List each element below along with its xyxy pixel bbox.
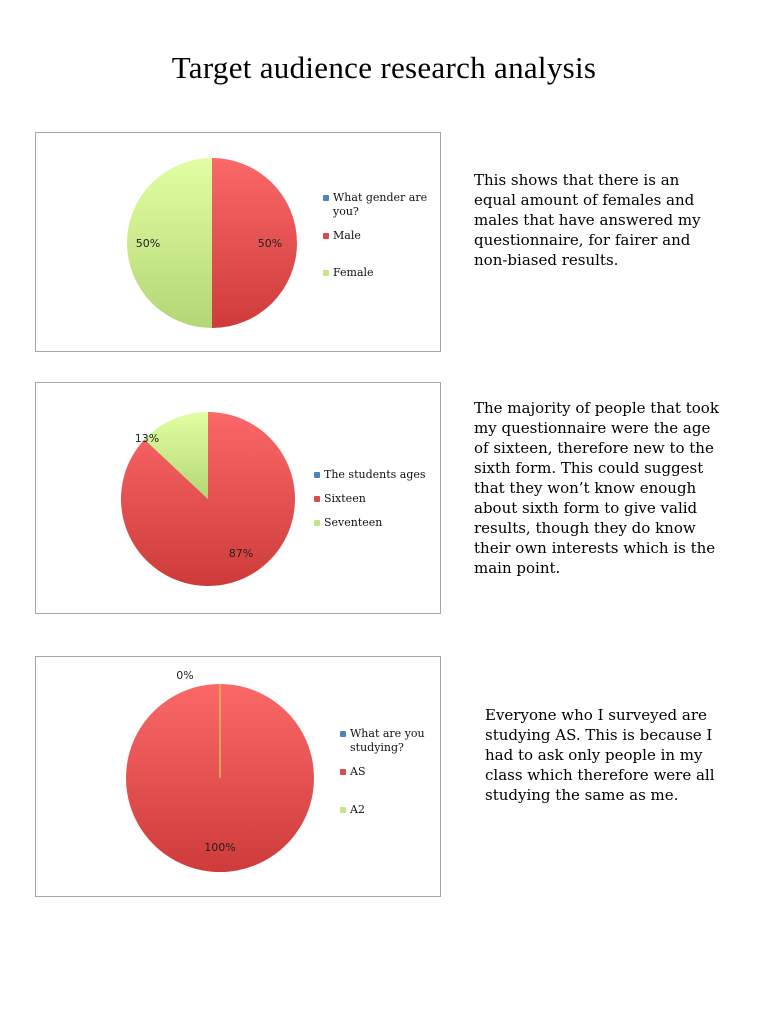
legend-swatch-red: [340, 769, 346, 775]
age-pie-svg: [36, 383, 442, 615]
pie-pct-label: 0%: [176, 669, 194, 682]
legend-swatch-red: [323, 233, 329, 239]
legend-item-study-question: [340, 727, 435, 755]
legend-item-male: [323, 229, 361, 243]
legend-swatch-green: [323, 270, 329, 276]
legend-swatch-green: [340, 807, 346, 813]
legend-label: A2: [350, 803, 365, 816]
legend-label: Female: [333, 266, 374, 279]
pie-pct-label: 100%: [204, 841, 236, 854]
pie-pct-label: 13%: [134, 432, 160, 445]
study-pie-chart: [35, 656, 441, 897]
legend-label: Male: [333, 229, 361, 242]
legend-swatch-red: [314, 496, 320, 502]
legend-swatch-blue: [340, 731, 346, 737]
legend-swatch-blue: [323, 195, 329, 201]
legend-label: What are you studying?: [350, 727, 425, 754]
legend-item-seventeen: [314, 516, 382, 530]
legend-item-a2: [340, 803, 365, 817]
legend-item-female: [323, 266, 374, 280]
legend-item-sixteen: [314, 492, 366, 506]
study-pie-svg: [36, 657, 442, 898]
legend-item-gender-question: [323, 191, 433, 219]
pie-pct-label: 50%: [135, 237, 161, 250]
gender-pie-svg: [36, 133, 442, 353]
legend-swatch-green: [314, 520, 320, 526]
legend-label: What gender are you?: [333, 191, 428, 218]
age-description: The majority of people that took my questionnaire were the age of sixteen, therefore new to the sixth form. This could suggest that they won’t know enough about sixth form to give valid results, though they do know their own interests which is the main point.: [474, 399, 719, 577]
legend-label: The students ages: [324, 468, 426, 481]
pie-slice-male: [212, 158, 297, 328]
legend-swatch-blue: [314, 472, 320, 478]
legend-label: AS: [350, 765, 366, 778]
pie-pct-label: 87%: [228, 547, 254, 560]
gender-pie-chart: [35, 132, 441, 352]
page-title: Target audience research analysis: [171, 50, 597, 85]
legend-label: Sixteen: [324, 492, 366, 505]
legend-label: Seventeen: [324, 516, 383, 529]
legend-item-as: [340, 765, 365, 779]
legend-item-age-question: [314, 468, 426, 482]
study-description: Everyone who I surveyed are studying AS. This is because I had to ask only people in my class which therefore were all studying the same as me.: [485, 706, 715, 804]
pie-pct-label: 50%: [257, 237, 283, 250]
age-pie-chart: [35, 382, 441, 614]
gender-description: This shows that there is an equal amount of females and males that have answered my questionnaire, for fairer and non-biased results.: [474, 171, 701, 269]
